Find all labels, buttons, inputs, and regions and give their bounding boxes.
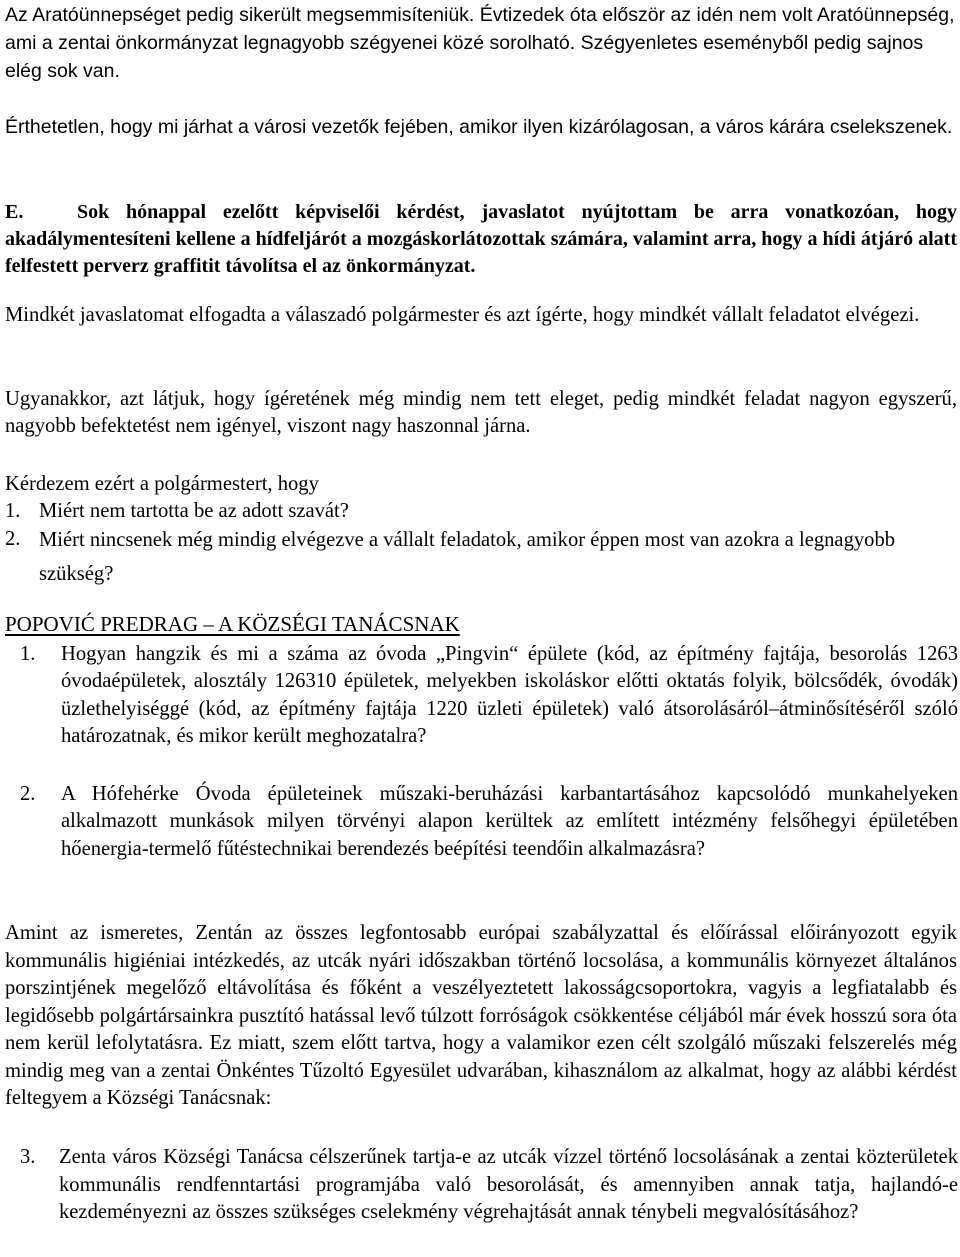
- paragraph-ugyanakkor: Ugyanakkor, azt látjuk, hogy ígéretének még mindig nem tett eleget, pedig mindkét feladat nagyon egyszerű, nagyobb befektetést nem igényel, viszont nagy haszonnal járna.: [5, 388, 957, 437]
- list-text: Miért nem tartotta be az adott szavát?: [39, 500, 349, 522]
- list-number: 2.: [20, 783, 36, 805]
- paragraph-erthetetlen: Érthetetlen, hogy mi járhat a városi vezetők fejében, amikor ilyen kizárólagosan, a város kárára cselekszenek.: [5, 116, 953, 138]
- list-text: Zenta város Községi Tanácsa célszerűnek tartja-e az utcák vízzel történő locsolásának a zentai közterületek kommunális rendfenntartási programjába való besorolását, és amennyiben annak tatja, hajlandó-e kezdeményezni az összes szükséges cselekmény végrehajtását annak ténybeli megvalósításához?: [59, 1146, 958, 1223]
- question-e-paragraph: [5, 199, 957, 280]
- paragraph-aratoünnepseg: Az Aratóünnepséget pedig sikerült megsemmisíteniük. Évtizedek óta először az idén nem volt Aratóünnepség, ami a zentai önkormányzat legnagyobb szégyenei közé sorolható. Szégyenletes eseményből pedig sajnos elég sok van.: [5, 4, 955, 82]
- question-e-marker: E.: [5, 201, 24, 223]
- list-number: 3.: [20, 1146, 36, 1168]
- paragraph-amint: Amint az ismeretes, Zentán az összes legfontosabb európai szabályzattal és előírással előirányozott egyik kommunális higiéniai intézkedés, az utcák nyári időszakban történő locsolása, a kommunális környezet általános porszintjének megelőző eltávolítása és főként a veszélyeztetett lakosságcsoportokra, vagyis a legfiatalabb és legidősebb polgártársainkra pusztító hatással levő túlzott forróságok csökkentése céljából már évek hosszú sora óta nem kerül lefolytatásra. Ez miatt, szem előtt tartva, hogy a valamikor ezen célt szolgáló műszaki felszerelés még mindig meg van a zentai Önkéntes Tűzoltó Egyesület udvarában, kihasználom az alkalmat, hogy az alábbi kérdést feltegyem a Községi Tanácsnak:: [5, 922, 957, 1109]
- paragraph-kerdezem: Kérdezem ezért a polgármestert, hogy: [5, 473, 319, 495]
- question-e: [5, 199, 957, 280]
- list-number: 2.: [5, 528, 21, 550]
- section-heading: POPOVIĆ PREDRAG – A KÖZSÉGI TANÁCSNAK: [5, 612, 460, 636]
- paragraph-javaslat: Mindkét javaslatomat elfogadta a válaszadó polgármester és azt ígérte, hogy mindkét vállalt feladatot elvégezi.: [5, 304, 920, 326]
- list-text: Miért nincsenek még mindig elvégezve a vállalt feladatok, amikor éppen most van azokra a legnagyobb szükség?: [39, 529, 896, 585]
- question-e-text: Sok hónappal ezelőtt képviselői kérdést, javaslatot nyújtottam be arra vonatkozóan, hogy akadálymentesíteni kellene a hídfeljárót a mozgáskorlátozottak számára, valamint arra, hogy a hídi átjáró alatt felfestett perverz graffitit távolítsa el az önkormányzat.: [5, 201, 957, 277]
- list-number: 1.: [20, 643, 36, 665]
- list-number: 1.: [5, 500, 21, 522]
- list-text: A Hófehérke Óvoda épületeinek műszaki-beruházási karbantartásához kapcsolódó munkahelyeken alkalmazott munkások milyen törvényi alapon kerültek az említett intézmény felsőhegyi épületében hőenergia-termelő fűtéstechnikai berendezés beépítési teendőin alkalmazásra?: [61, 783, 958, 860]
- list-text: Hogyan hangzik és mi a száma az óvoda „Pingvin“ épülete (kód, az építmény fajtája, besorolás 1263 óvodaépületek, alosztály 126310 épületek, melyekben iskoláskor előtti oktatás folyik, bölcsődék, óvodák) üzlethelyiséggé (kód, az építmény fajtája 1220 üzleti épületek) való átsorolásáról–átminősítéséről szóló határozatnak, és mikor került meghozatalra?: [61, 643, 958, 748]
